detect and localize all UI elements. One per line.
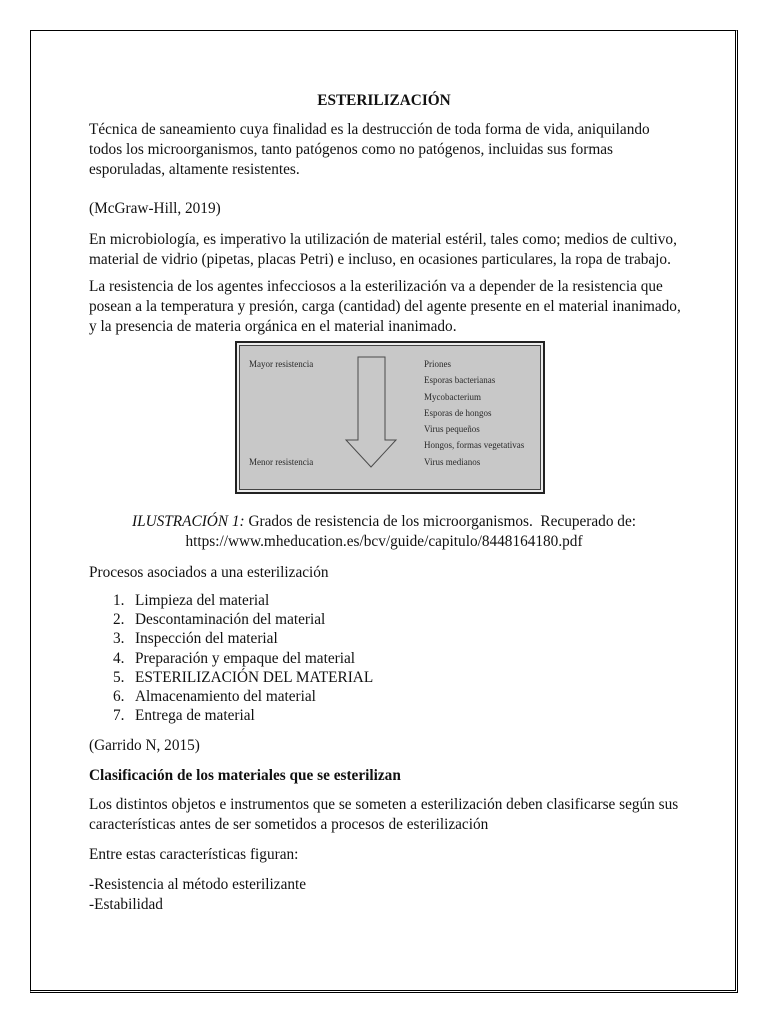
figure-organism-item: Esporas bacterianas (424, 375, 496, 386)
figure-organism-item: Virus pequeños (424, 424, 480, 435)
definition-paragraph (89, 120, 650, 180)
figure-caption (0, 512, 768, 552)
figure-organism-list (424, 356, 524, 470)
resistance-figure (235, 341, 545, 494)
caption-label: ILUSTRACIÓN 1: (132, 513, 245, 530)
processes-heading: Procesos asociados a una esterilización (89, 564, 329, 581)
paragraph-line: todos los microorganismos, tanto patógenos como no patógenos, incluidas sus formas (89, 140, 614, 158)
paragraph-line: La resistencia de los agentes infecciosos a la esterilización va a depender de la resistencia que (89, 278, 663, 295)
list-number: 7. (113, 707, 125, 725)
microbiology-paragraph (89, 230, 677, 270)
caption-url: https://www.mheducation.es/bcv/guide/capitulo/8448164180.pdf (185, 532, 583, 550)
figure-panel (239, 345, 541, 490)
list-number: 3. (113, 630, 125, 648)
list-item-text: ESTERILIZACIÓN DEL MATERIAL (135, 668, 374, 686)
list-number: 5. (113, 668, 125, 686)
list-item-text: Almacenamiento del material (135, 687, 316, 705)
caption-line (0, 512, 768, 532)
list-item-text: Descontaminación del material (135, 611, 326, 629)
classification-heading: Clasificación de los materiales que se esterilizan (89, 767, 401, 784)
list-number: 6. (113, 687, 125, 705)
list-item-text: Preparación y empaque del material (135, 649, 356, 667)
resistance-paragraph (89, 277, 681, 337)
list-number: 1. (113, 592, 125, 609)
figure-organism-item: Esporas de hongos (424, 407, 492, 418)
figure-organism-item: Hongos, formas vegetativas (424, 440, 525, 451)
list-item-text: Inspección del material (135, 630, 278, 648)
list-item-text: Entrega de material (135, 707, 255, 725)
characteristics-intro: Entre estas características figuran: (89, 846, 299, 863)
characteristic-item: -Estabilidad (89, 895, 163, 913)
figure-label-high: Mayor resistencia (249, 359, 314, 369)
figure-organism-item: Mycobacterium (424, 391, 481, 402)
paragraph-line: características antes de ser sometidos a procesos de esterilización (89, 815, 489, 833)
paragraph-line: y la presencia de materia orgánica en el material inanimado. (89, 317, 457, 335)
document-title: ESTERILIZACIÓN (317, 92, 451, 109)
paragraph-line: Técnica de saneamiento cuya finalidad es la destrucción de toda forma de vida, aniquilando (89, 121, 650, 138)
paragraph-line: En microbiología, es imperativo la utilización de material estéril, tales como; medios de cultivo, (89, 231, 677, 248)
citation-mcgraw-hill: (McGraw-Hill, 2019) (89, 200, 221, 217)
list-number: 4. (113, 649, 125, 667)
list-item-text: Limpieza del material (135, 592, 270, 609)
characteristics-list (89, 875, 306, 914)
figure-label-low: Menor resistencia (249, 457, 314, 467)
paragraph-line: material de vidrio (pipetas, placas Petri) e incluso, en ocasiones particulares, la ropa de trabajo. (89, 250, 671, 268)
classification-paragraph (89, 795, 678, 835)
characteristic-item: -Resistencia al método esterilizante (89, 876, 307, 893)
paragraph-line: Los distintos objetos e instrumentos que se someten a esterilización deben clasificarse según sus (89, 796, 679, 813)
figure-organism-item: Virus medianos (424, 456, 481, 467)
caption-text: Grados de resistencia de los microorganismos. Recuperado de: (248, 513, 636, 530)
paragraph-line: posean a la temperatura y presión, carga (cantidad) del agente presente en el material inanimado, (89, 297, 681, 315)
list-number: 2. (113, 611, 125, 629)
paragraph-line: esporuladas, altamente resistentes. (89, 160, 300, 178)
citation-garrido: (Garrido N, 2015) (89, 737, 200, 754)
figure-organism-item: Priones (424, 359, 451, 369)
